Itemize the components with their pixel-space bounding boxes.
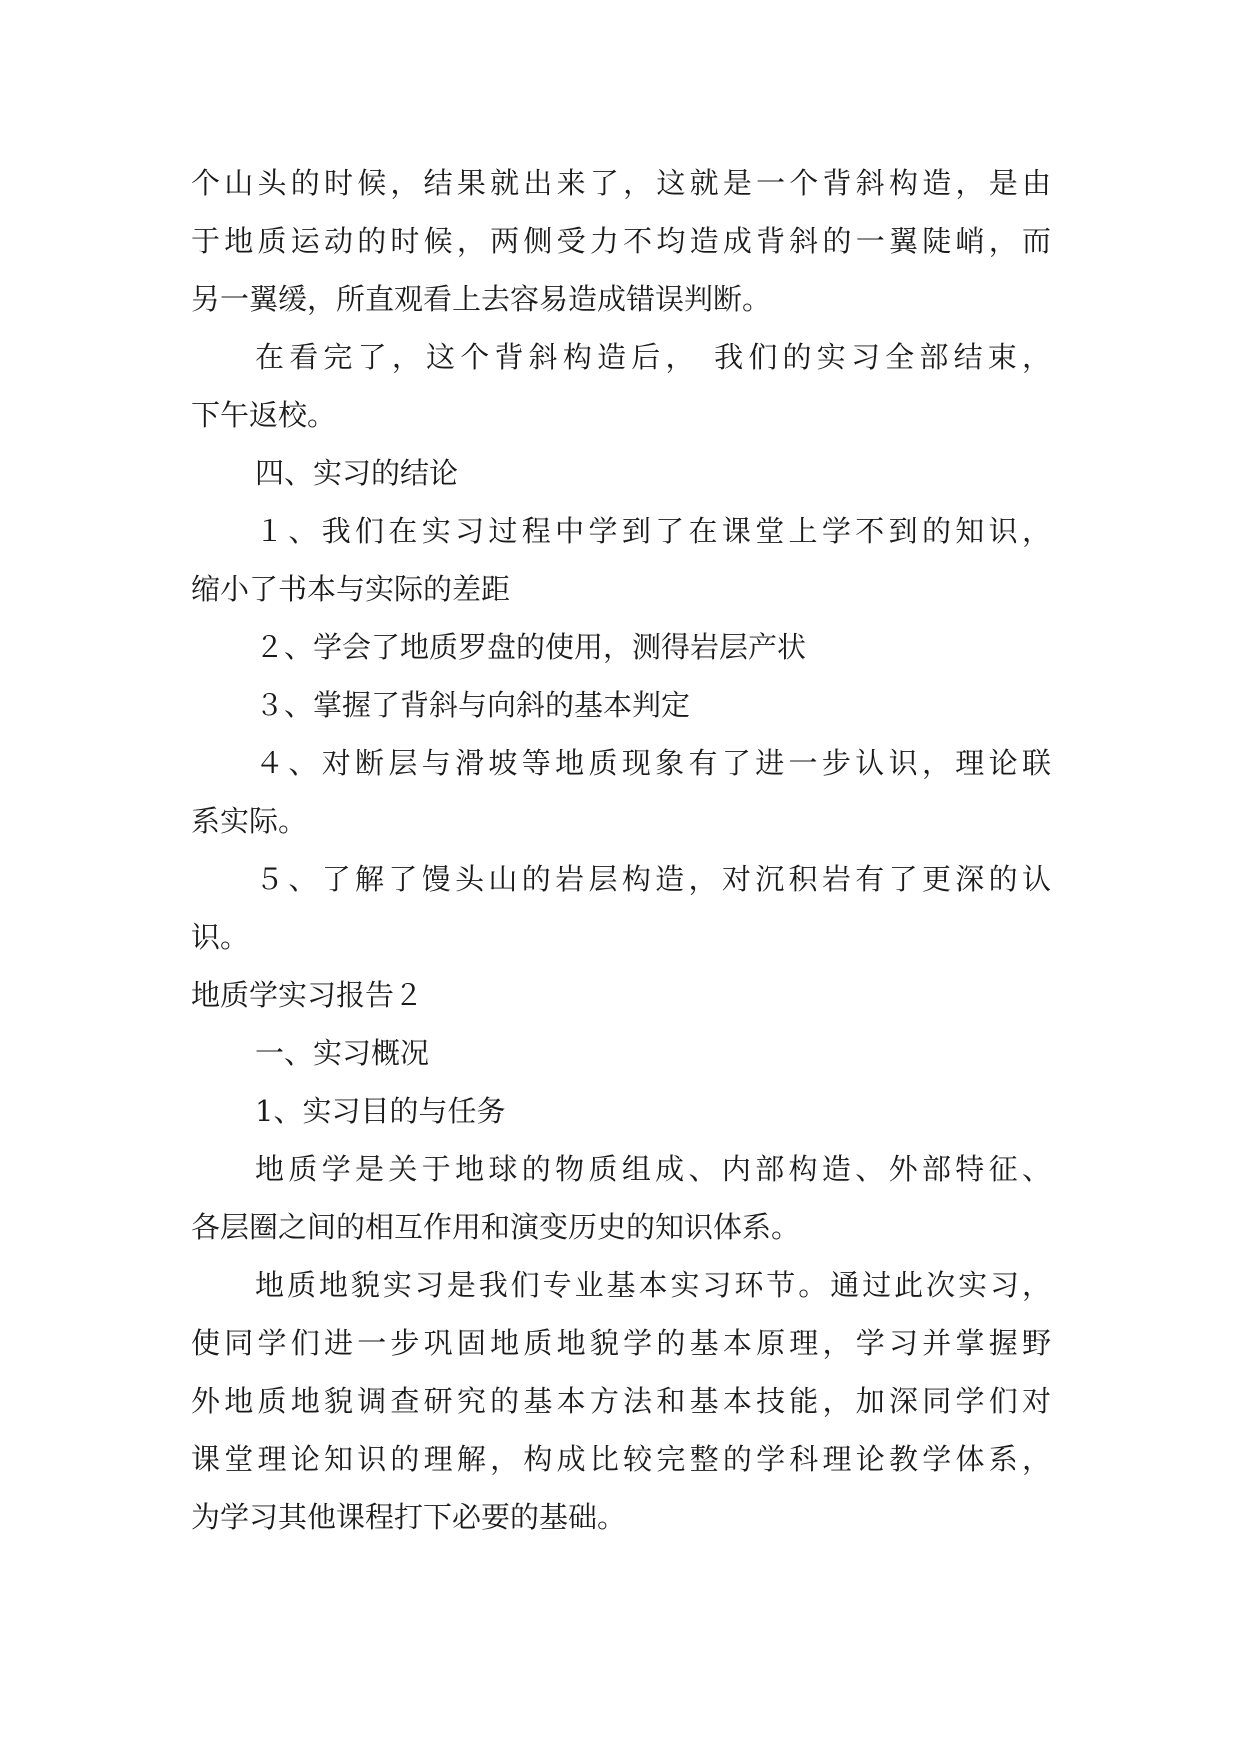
text-line: 系实际。 (191, 804, 308, 838)
list-item: ３、掌握了背斜与向斜的基本判定 (255, 688, 691, 722)
list-item: ４、对断层与滑坡等地质现象有了进一步认识，理论联 (255, 746, 1051, 780)
text-line: 地质学是关于地球的物质组成、内部构造、外部特征、 (255, 1152, 1051, 1186)
section-heading: 四、实习的结论 (255, 456, 459, 490)
text-line: 于地质运动的时候，两侧受力不均造成背斜的一翼陡峭，而 (191, 224, 1051, 258)
text-line: 课堂理论知识的理解，构成比较完整的学科理论教学体系， (191, 1442, 1051, 1476)
text-line: 地质地貌实习是我们专业基本实习环节。通过此次实习， (255, 1268, 1051, 1302)
text-line: 在看完了，这个背斜构造后， 我们的实习全部结束， (255, 340, 1051, 374)
list-item: １、我们在实习过程中学到了在课堂上学不到的知识， (255, 514, 1051, 548)
text-line: 个山头的时候，结果就出来了，这就是一个背斜构造，是由 (191, 166, 1051, 200)
subsection-heading: 1、实习目的与任务 (255, 1094, 506, 1128)
section-heading: 一、实习概况 (255, 1036, 430, 1070)
text-line: 外地质地貌调查研究的基本方法和基本技能，加深同学们对 (191, 1384, 1051, 1418)
text-line: 下午返校。 (191, 398, 337, 432)
text-line: 另一翼缓，所直观看上去容易造成错误判断。 (191, 282, 772, 316)
text-line: 为学习其他课程打下必要的基础。 (191, 1500, 627, 1534)
text-line: 各层圈之间的相互作用和演变历史的知识体系。 (191, 1210, 801, 1244)
list-item: ５、了解了馒头山的岩层构造，对沉积岩有了更深的认 (255, 862, 1051, 896)
text-line: 使同学们进一步巩固地质地貌学的基本原理，学习并掌握野 (191, 1326, 1051, 1360)
document-title: 地质学实习报告２ (191, 978, 424, 1012)
text-line: 缩小了书本与实际的差距 (191, 572, 511, 606)
text-line: 识。 (191, 920, 250, 954)
list-item: ２、学会了地质罗盘的使用，测得岩层产状 (255, 630, 807, 664)
